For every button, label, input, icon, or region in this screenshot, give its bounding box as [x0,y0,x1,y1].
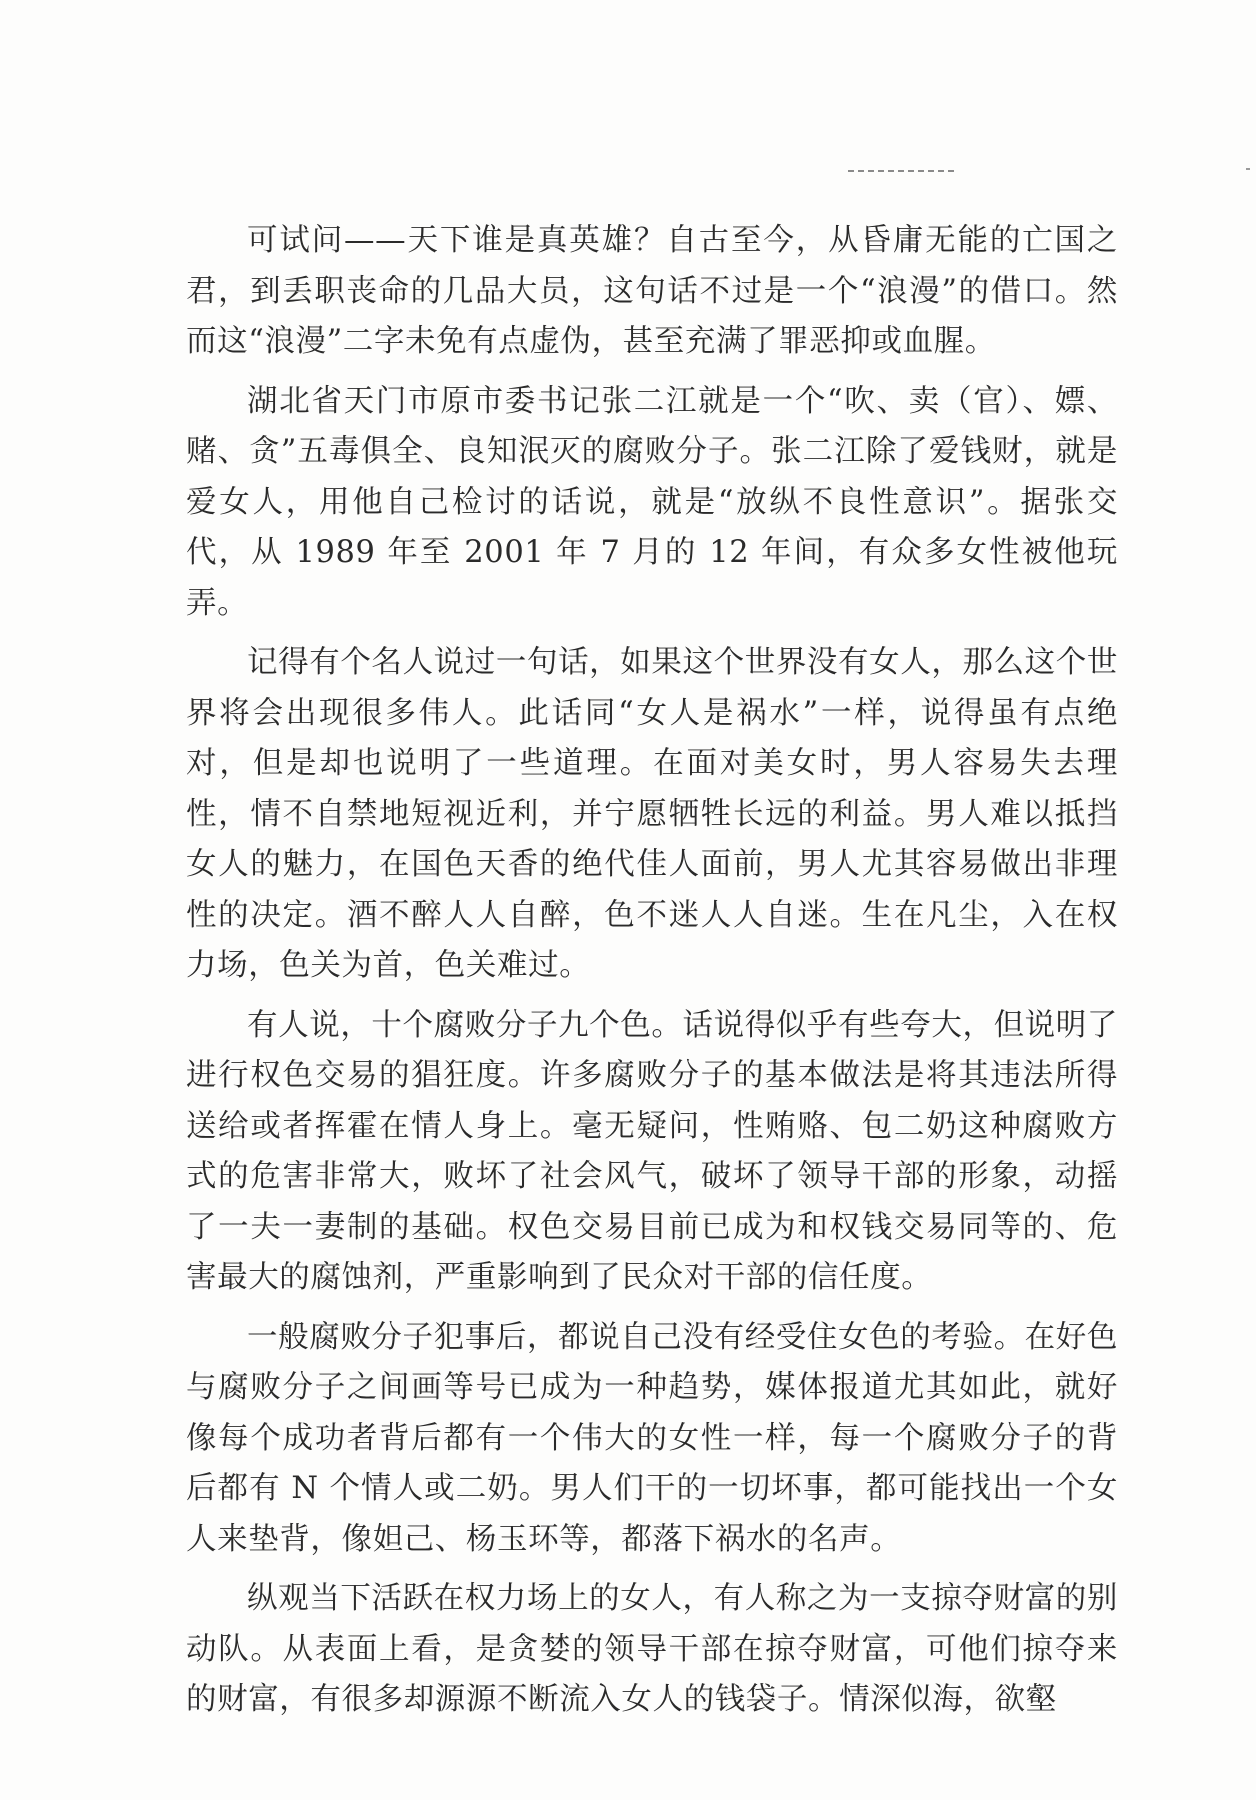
paragraph-3: 记得有个名人说过一句话，如果这个世界没有女人，那么这个世界将会出现很多伟人。此话同“女人是祸水”一样，说得虽有点绝对，但是却也说明了一些道理。在面对美女时，男人容易失去理性，情不自禁地短视近利，并宁愿牺牲长远的利益。男人难以抵挡女人的魅力，在国色天香的绝代佳人面前，男人尤其容易做出非理性的决定。酒不醉人人自醉，色不迷人人自迷。生在凡尘，入在权力场，色关为首，色关难过。 [186,645,1118,983]
paragraph-2: 湖北省天门市原市委书记张二江就是一个“吹、卖（官）、嫖、赌、贪”五毒俱全、良知泯灭的腐败分子。张二江除了爱钱财，就是爱女人，用他自己检讨的话说，就是“放纵不良性意识”。据张交代，从 1989 年至 2001 年 7 月的 12 年间，有众多女性被他玩弄。 [186,383,1118,621]
paragraph-4: 有人说，十个腐败分子九个色。话说得似乎有些夸大，但说明了进行权色交易的猖狂度。许多腐败分子的基本做法是将其违法所得送给或者挥霍在情人身上。毫无疑问，性贿赂、包二奶这种腐败方式的危害非常大，败坏了社会风气，破坏了领导干部的形象，动摇了一夫一妻制的基础。权色交易目前已成为和权钱交易同等的、危害最大的腐蚀剂，严重影响到了民众对干部的信任度。 [186,1007,1118,1295]
header-dashed-rule [848,170,954,172]
scan-edge-mark [1246,168,1250,170]
paragraph-5: 一般腐败分子犯事后，都说自己没有经受住女色的考验。在好色与腐败分子之间画等号已成为一种趋势，媒体报道尤其如此，就好像每个成功者背后都有一个伟大的女性一样，每一个腐败分子的背后都有 N 个情人或二奶。男人们干的一切坏事，都可能找出一个女人来垫背，像妲己、杨玉环等，都落下祸水的名声。 [186,1319,1118,1557]
paragraph-1: 可试问——天下谁是真英雄？自古至今，从昏庸无能的亡国之君，到丢职丧命的几品大员，这句话不过是一个“浪漫”的借口。然而这“浪漫”二字未免有点虚伪，甚至充满了罪恶抑或血腥。 [186,223,1118,359]
body-text [186,216,1118,1726]
paragraph-6: 纵观当下活跃在权力场上的女人，有人称之为一支掠夺财富的别动队。从表面上看，是贪婪的领导干部在掠夺财富，可他们掠夺来的财富，有很多却源源不断流入女人的钱袋子。情深似海，欲壑 [186,1581,1118,1717]
